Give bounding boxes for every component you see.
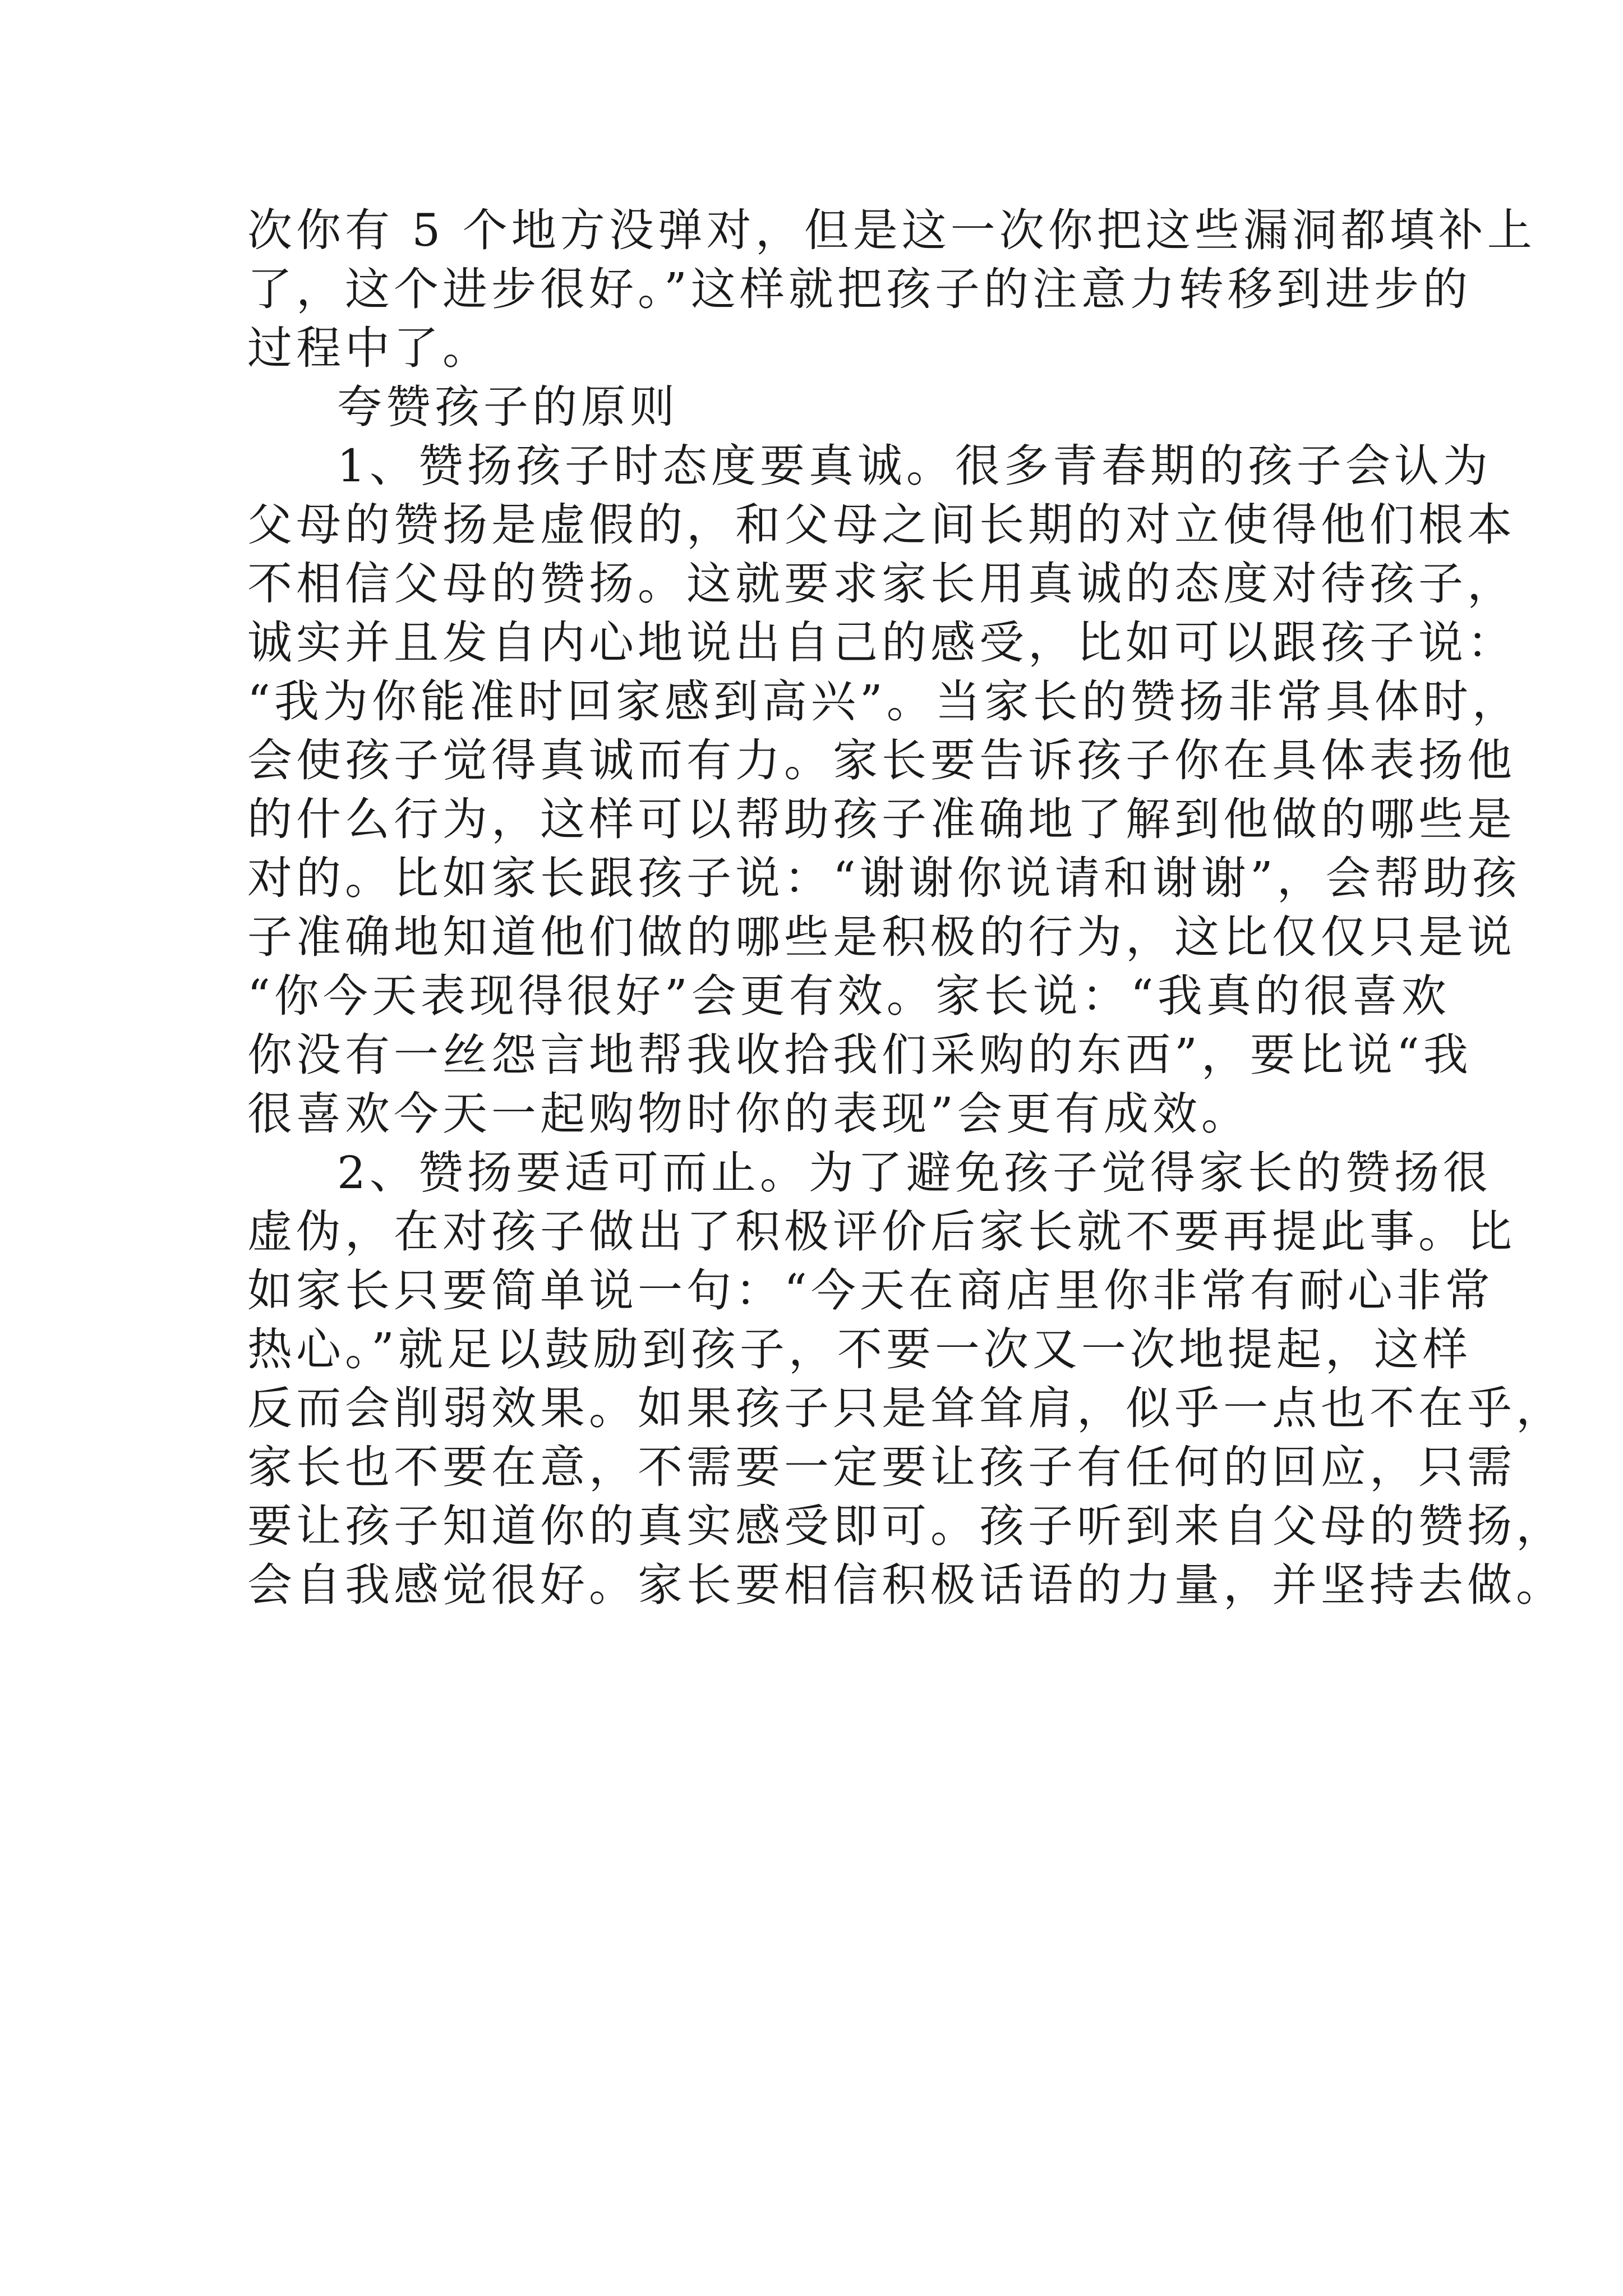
text-line: “我为你能准时回家感到高兴”。当家长的赞扬非常具体时， <box>247 675 1521 728</box>
text-line: 1、赞扬孩子时态度要真诚。很多青春期的孩子会认为 <box>337 440 1492 492</box>
text-line: 很喜欢今天一起购物时你的表现”会更有成效。 <box>247 1088 1250 1140</box>
text-line: 如家长只要简单说一句：“今天在商店里你非常有耐心非常 <box>247 1264 1494 1317</box>
text-line: 过程中了。 <box>247 322 491 374</box>
text-line: 会自我感觉很好。家长要相信积极话语的力量，并坚持去做。 <box>247 1559 1565 1611</box>
text-line: 不相信父母的赞扬。这就要求家长用真诚的态度对待孩子， <box>247 558 1516 610</box>
section-heading: 夸赞孩子的原则 <box>337 381 679 433</box>
text-line: 对的。比如家长跟孩子说：“谢谢你说请和谢谢”，会帮助孩 <box>247 852 1521 904</box>
text-line: 反而会削弱效果。如果孩子只是耸耸肩，似乎一点也不在乎， <box>247 1382 1565 1434</box>
text-line: 诚实并且发自内心地说出自己的感受，比如可以跟孩子说： <box>247 616 1516 669</box>
text-line: 的什么行为，这样可以帮助孩子准确地了解到他做的哪些是 <box>247 793 1516 845</box>
text-line: 了，这个进步很好。”这样就把孩子的注意力转移到进步的 <box>247 263 1472 315</box>
text-line: 家长也不要在意，不需要一定要让孩子有任何的回应，只需 <box>247 1441 1516 1493</box>
text-line: 会使孩子觉得真诚而有力。家长要告诉孩子你在具体表扬他 <box>247 734 1516 786</box>
text-line: “你今天表现得很好”会更有效。家长说：“我真的很喜欢 <box>247 970 1450 1022</box>
text-line: 热心。”就足以鼓励到孩子，不要一次又一次地提起，这样 <box>247 1323 1472 1375</box>
text-line: 父母的赞扬是虚假的，和父母之间长期的对立使得他们根本 <box>247 499 1516 551</box>
text-line: 2、赞扬要适可而止。为了避免孩子觉得家长的赞扬很 <box>337 1147 1492 1199</box>
text-line: 要让孩子知道你的真实感受即可。孩子听到来自父母的赞扬， <box>247 1500 1565 1552</box>
document-body <box>247 201 1565 1614</box>
text-line: 你没有一丝怨言地帮我收拾我们采购的东西”，要比说“我 <box>247 1029 1472 1081</box>
text-line: 虚伪，在对孩子做出了积极评价后家长就不要再提此事。比 <box>247 1205 1516 1258</box>
text-line: 次你有 5 个地方没弹对，但是这一次你把这些漏洞都填补上 <box>247 204 1536 256</box>
text-line: 子准确地知道他们做的哪些是积极的行为，这比仅仅只是说 <box>247 911 1516 963</box>
